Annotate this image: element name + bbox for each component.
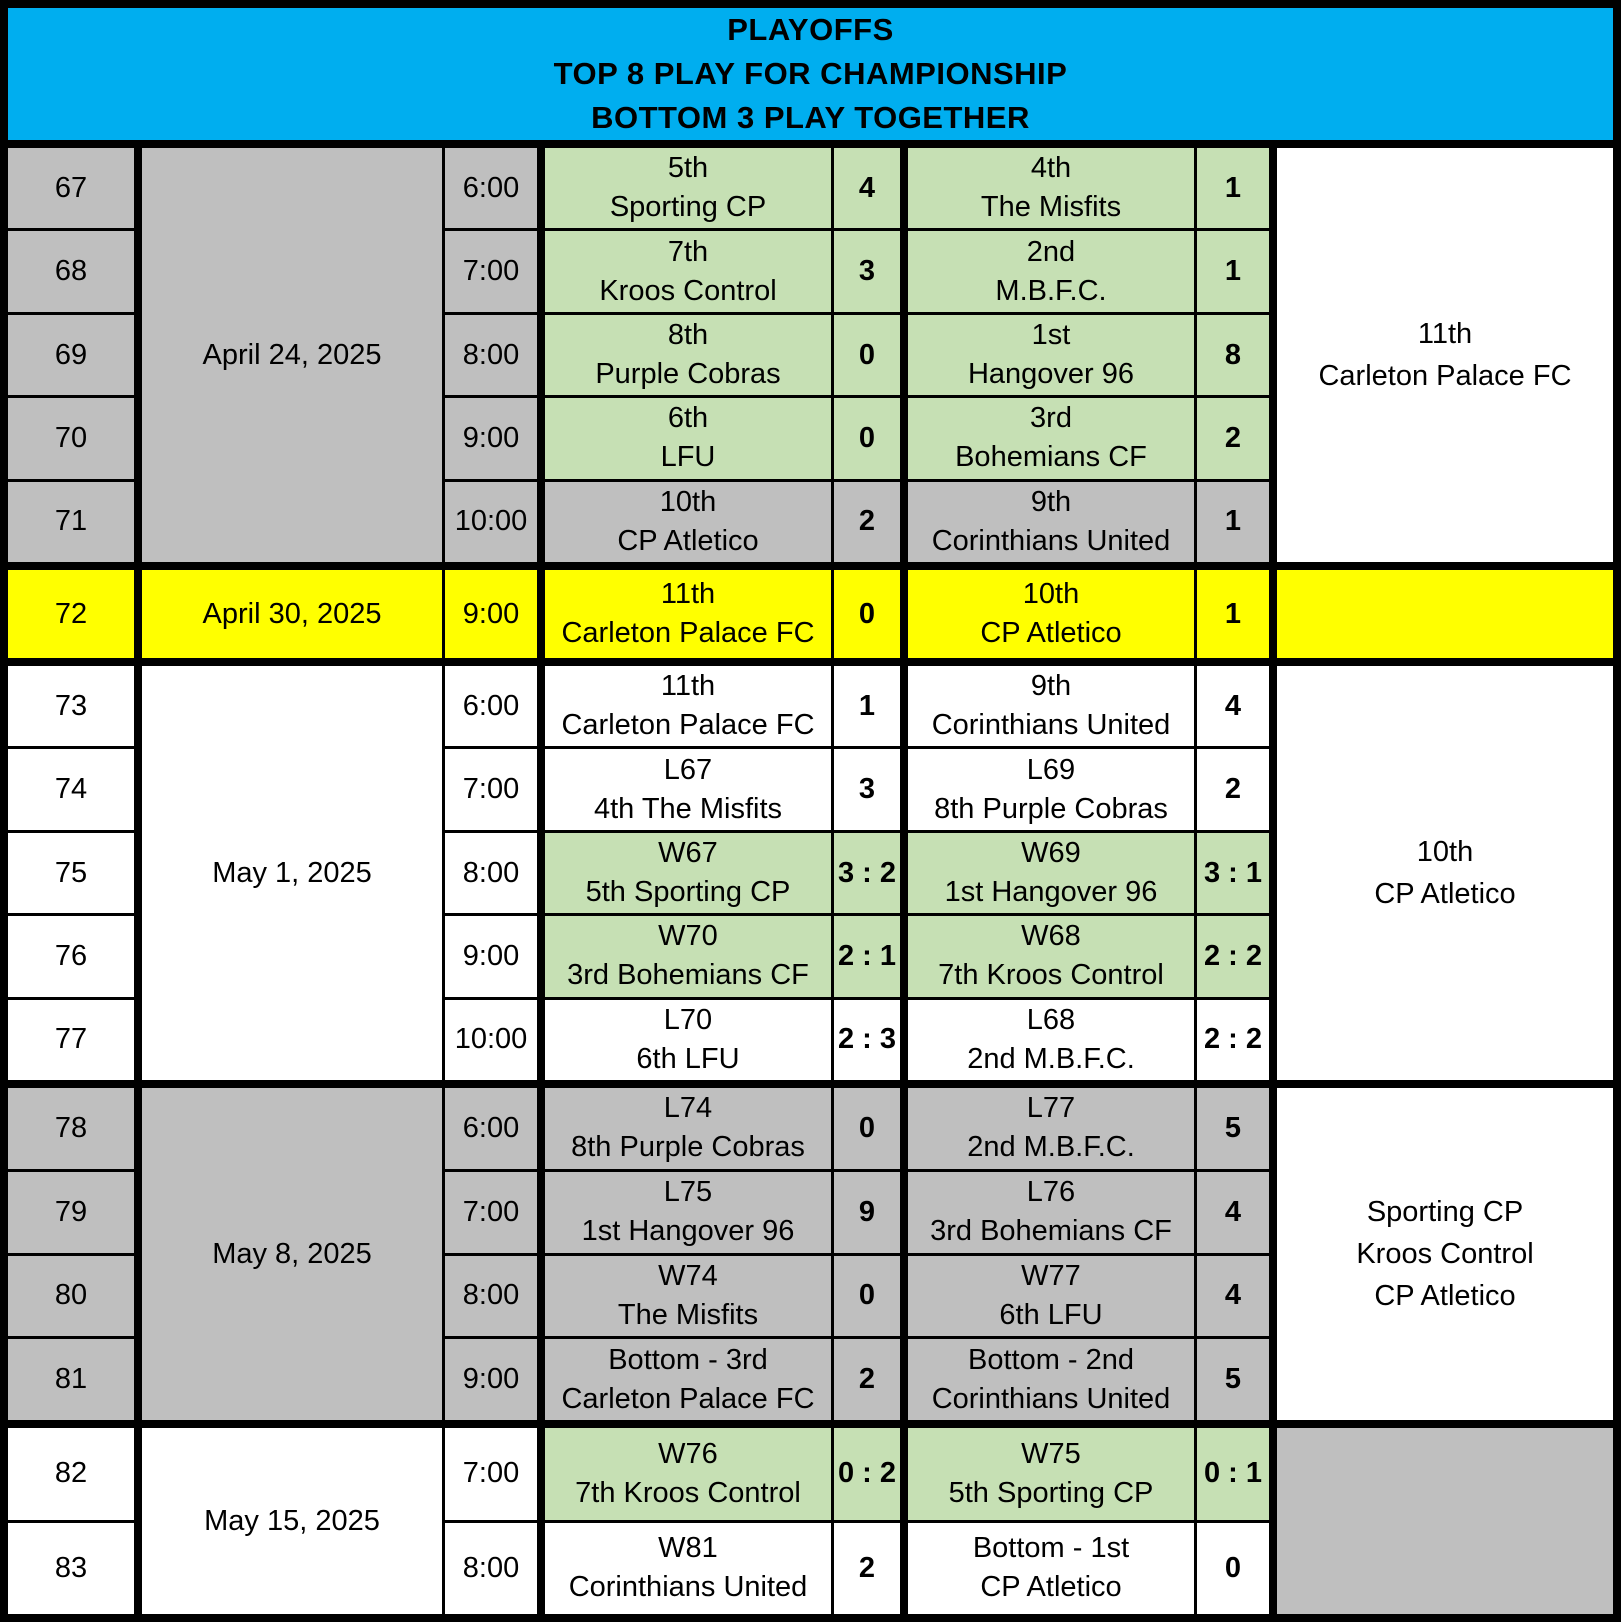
time-cell: 7:00 bbox=[445, 1169, 537, 1253]
seed-line: 2nd bbox=[1026, 235, 1076, 268]
game-number: 79 bbox=[8, 1169, 134, 1253]
away-score-cell: 4 bbox=[1197, 1169, 1269, 1253]
home-team-cell bbox=[545, 666, 831, 746]
away-score-cell: 8 bbox=[1197, 312, 1269, 395]
team-name: CP Atletico bbox=[980, 617, 1122, 649]
date-column bbox=[142, 1088, 445, 1420]
game-number-column bbox=[8, 666, 142, 1080]
away-team-column bbox=[908, 666, 1197, 1080]
team-name: 3rd Bohemians CF bbox=[930, 1215, 1172, 1248]
away-team-cell bbox=[908, 1253, 1194, 1337]
home-score-cell: 0 bbox=[834, 395, 900, 478]
team-name: Carleton Palace FC bbox=[561, 709, 815, 742]
seed-line: L67 bbox=[663, 753, 713, 786]
away-score-cell: 5 bbox=[1197, 1336, 1269, 1420]
note-cell bbox=[1277, 570, 1613, 658]
date-column bbox=[142, 666, 445, 1080]
home-team-cell bbox=[545, 228, 831, 311]
away-score-column bbox=[1197, 666, 1277, 1080]
note-line: CP Atletico bbox=[1374, 1280, 1516, 1312]
game-number: 76 bbox=[8, 913, 134, 996]
team-name: 4th The Misfits bbox=[593, 792, 783, 825]
team-name: Purple Cobras bbox=[595, 358, 781, 391]
away-score-cell: 0 : 1 bbox=[1197, 1428, 1269, 1520]
away-team-cell bbox=[908, 395, 1194, 478]
away-score-cell: 2 bbox=[1197, 746, 1269, 829]
game-number: 71 bbox=[8, 479, 134, 562]
time-column bbox=[445, 666, 545, 1080]
home-score-cell: 3 : 2 bbox=[834, 830, 900, 913]
game-number: 81 bbox=[8, 1336, 134, 1420]
away-team-cell bbox=[908, 666, 1194, 746]
game-number: 70 bbox=[8, 395, 134, 478]
seed-line: 10th bbox=[659, 485, 717, 518]
team-name: Bohemians CF bbox=[955, 441, 1147, 474]
seed-line: W74 bbox=[658, 1259, 718, 1292]
home-team-cell bbox=[545, 1428, 831, 1520]
away-team-cell bbox=[908, 148, 1194, 228]
team-name: 5th Sporting CP bbox=[585, 876, 791, 909]
time-column bbox=[445, 148, 545, 562]
home-score-cell: 2 : 1 bbox=[834, 913, 900, 996]
away-team-cell bbox=[908, 312, 1194, 395]
away-score-cell: 2 : 2 bbox=[1197, 997, 1269, 1080]
away-team-cell bbox=[908, 913, 1194, 996]
team-name: 6th LFU bbox=[999, 1298, 1103, 1331]
away-team-cell bbox=[908, 830, 1194, 913]
team-name: Corinthians United bbox=[568, 1571, 808, 1604]
away-team-column bbox=[908, 1088, 1197, 1420]
note-column bbox=[1277, 1428, 1613, 1614]
seed-line: 5th bbox=[667, 152, 709, 185]
team-name: Corinthians United bbox=[931, 1382, 1171, 1415]
time-column bbox=[445, 1088, 545, 1420]
time-cell: 6:00 bbox=[445, 148, 537, 228]
away-score-cell: 3 : 1 bbox=[1197, 830, 1269, 913]
section-may-15 bbox=[8, 1428, 1613, 1614]
team-name: 6th LFU bbox=[636, 1042, 740, 1075]
note-line: Sporting CP bbox=[1366, 1196, 1524, 1228]
time-cell: 6:00 bbox=[445, 1088, 537, 1169]
team-name: 2nd M.B.F.C. bbox=[967, 1042, 1135, 1075]
date-column bbox=[142, 148, 445, 562]
game-number: 77 bbox=[8, 997, 134, 1080]
time-cell: 7:00 bbox=[445, 228, 537, 311]
note-column bbox=[1277, 148, 1613, 562]
away-score-column bbox=[1197, 148, 1277, 562]
home-score-column bbox=[834, 1088, 908, 1420]
section-may-8 bbox=[8, 1088, 1613, 1428]
game-number: 78 bbox=[8, 1088, 134, 1169]
time-cell: 7:00 bbox=[445, 1428, 537, 1520]
home-team-cell bbox=[545, 746, 831, 829]
team-name: 5th Sporting CP bbox=[948, 1476, 1154, 1509]
home-score-cell: 9 bbox=[834, 1169, 900, 1253]
home-team-cell bbox=[545, 570, 831, 658]
home-score-cell: 0 bbox=[834, 1088, 900, 1169]
away-team-cell bbox=[908, 1520, 1194, 1615]
seed-line: L75 bbox=[663, 1176, 713, 1209]
note-column bbox=[1277, 1088, 1613, 1420]
note-cell bbox=[1277, 1428, 1613, 1614]
game-number-column bbox=[8, 1088, 142, 1420]
home-team-cell bbox=[545, 395, 831, 478]
away-score-column bbox=[1197, 1428, 1277, 1614]
away-score-cell: 1 bbox=[1197, 228, 1269, 311]
team-name: Corinthians United bbox=[931, 709, 1171, 742]
game-number: 72 bbox=[8, 570, 134, 658]
seed-line: 11th bbox=[660, 578, 716, 610]
seed-line: W81 bbox=[658, 1532, 718, 1565]
header-subtitle-1: TOP 8 PLAY FOR CHAMPIONSHIP bbox=[553, 56, 1068, 91]
seed-line: 3rd bbox=[1030, 402, 1072, 435]
home-score-cell: 0 bbox=[834, 1253, 900, 1337]
seed-line: Bottom - 1st bbox=[972, 1532, 1130, 1565]
time-cell: 8:00 bbox=[445, 830, 537, 913]
away-team-cell bbox=[908, 1336, 1194, 1420]
time-cell: 9:00 bbox=[445, 570, 537, 658]
team-name: 8th Purple Cobras bbox=[571, 1131, 805, 1164]
seed-line: 9th bbox=[1030, 485, 1072, 518]
game-number-column bbox=[8, 148, 142, 562]
game-number: 67 bbox=[8, 148, 134, 228]
seed-line: 7th bbox=[667, 235, 709, 268]
team-name: The Misfits bbox=[980, 191, 1122, 224]
date-cell: May 15, 2025 bbox=[142, 1428, 442, 1614]
date-column bbox=[142, 1428, 445, 1614]
game-number: 80 bbox=[8, 1253, 134, 1337]
team-name: CP Atletico bbox=[617, 524, 759, 557]
home-team-cell bbox=[545, 1253, 831, 1337]
seed-line: W70 bbox=[658, 920, 718, 953]
away-team-cell bbox=[908, 746, 1194, 829]
team-name: 3rd Bohemians CF bbox=[567, 959, 809, 992]
team-name: Corinthians United bbox=[931, 524, 1171, 557]
team-name: 1st Hangover 96 bbox=[581, 1215, 795, 1248]
seed-line: L76 bbox=[1026, 1176, 1076, 1209]
seed-line: L69 bbox=[1026, 753, 1076, 786]
home-team-column bbox=[545, 148, 834, 562]
home-team-column bbox=[545, 666, 834, 1080]
home-team-column bbox=[545, 1428, 834, 1614]
team-name: Hangover 96 bbox=[967, 358, 1135, 391]
home-score-cell: 3 bbox=[834, 228, 900, 311]
game-number-column bbox=[8, 1428, 142, 1614]
time-cell: 6:00 bbox=[445, 666, 537, 746]
seed-line: W68 bbox=[1021, 920, 1081, 953]
seed-line: 11th bbox=[660, 670, 716, 703]
seed-line: 4th bbox=[1030, 152, 1072, 185]
note-column bbox=[1277, 666, 1613, 1080]
note-line: 10th bbox=[1416, 836, 1474, 868]
away-team-cell bbox=[908, 479, 1194, 562]
seed-line: W76 bbox=[658, 1437, 718, 1470]
time-column bbox=[445, 1428, 545, 1614]
away-team-cell bbox=[908, 570, 1194, 658]
home-score-cell: 4 bbox=[834, 148, 900, 228]
away-score-cell: 2 bbox=[1197, 395, 1269, 478]
away-team-cell bbox=[908, 1428, 1194, 1520]
away-score-cell: 1 bbox=[1197, 148, 1269, 228]
seed-line: 1st bbox=[1031, 319, 1071, 352]
note-line: 11th bbox=[1417, 318, 1473, 350]
away-score-cell: 0 bbox=[1197, 1520, 1269, 1615]
team-name: M.B.F.C. bbox=[995, 274, 1107, 307]
away-score-cell: 1 bbox=[1197, 570, 1269, 658]
time-cell: 9:00 bbox=[445, 395, 537, 478]
home-score-cell: 2 bbox=[834, 479, 900, 562]
away-team-column bbox=[908, 1428, 1197, 1614]
note-cell bbox=[1277, 1088, 1613, 1420]
team-name: 2nd M.B.F.C. bbox=[967, 1131, 1135, 1164]
home-score-column bbox=[834, 1428, 908, 1614]
home-score-cell: 0 bbox=[834, 570, 900, 658]
time-cell: 8:00 bbox=[445, 312, 537, 395]
home-score-cell: 1 bbox=[834, 666, 900, 746]
home-team-cell bbox=[545, 1336, 831, 1420]
seed-line: W77 bbox=[1021, 1259, 1081, 1292]
home-team-cell bbox=[545, 148, 831, 228]
seed-line: W75 bbox=[1021, 1437, 1081, 1470]
away-team-column bbox=[908, 148, 1197, 562]
time-cell: 9:00 bbox=[445, 1336, 537, 1420]
date-cell: May 1, 2025 bbox=[142, 666, 442, 1080]
game-number: 69 bbox=[8, 312, 134, 395]
away-team-cell bbox=[908, 997, 1194, 1080]
team-name: CP Atletico bbox=[980, 1571, 1122, 1604]
table-header bbox=[8, 8, 1613, 148]
seed-line: 10th bbox=[1022, 578, 1080, 610]
home-score-cell: 2 : 3 bbox=[834, 997, 900, 1080]
time-cell: 8:00 bbox=[445, 1520, 537, 1615]
home-score-column bbox=[834, 148, 908, 562]
note-cell bbox=[1277, 148, 1613, 562]
note-line: Kroos Control bbox=[1356, 1238, 1534, 1270]
note-line: Carleton Palace FC bbox=[1318, 360, 1572, 392]
seed-line: Bottom - 3rd bbox=[608, 1343, 768, 1376]
away-score-column bbox=[1197, 1088, 1277, 1420]
home-score-column bbox=[834, 666, 908, 1080]
note-cell bbox=[1277, 666, 1613, 1080]
header-subtitle-2: BOTTOM 3 PLAY TOGETHER bbox=[591, 100, 1030, 135]
time-cell: 10:00 bbox=[445, 479, 537, 562]
team-name: 7th Kroos Control bbox=[938, 959, 1164, 992]
date-cell: April 30, 2025 bbox=[142, 570, 442, 658]
home-team-cell bbox=[545, 913, 831, 996]
away-score-cell: 1 bbox=[1197, 479, 1269, 562]
team-name: Carleton Palace FC bbox=[561, 617, 815, 649]
seed-line: L68 bbox=[1026, 1003, 1076, 1036]
home-team-column bbox=[545, 1088, 834, 1420]
section-april-30 bbox=[8, 570, 1613, 666]
game-number: 73 bbox=[8, 666, 134, 746]
home-team-cell bbox=[545, 830, 831, 913]
game-number: 68 bbox=[8, 228, 134, 311]
seed-line: L77 bbox=[1026, 1092, 1076, 1125]
game-number: 74 bbox=[8, 746, 134, 829]
home-team-cell bbox=[545, 1088, 831, 1169]
home-team-cell bbox=[545, 479, 831, 562]
home-team-cell bbox=[545, 997, 831, 1080]
time-cell: 7:00 bbox=[445, 746, 537, 829]
away-team-cell bbox=[908, 1169, 1194, 1253]
time-cell: 8:00 bbox=[445, 1253, 537, 1337]
home-score-cell: 0 : 2 bbox=[834, 1428, 900, 1520]
team-name: Sporting CP bbox=[609, 191, 767, 224]
home-score-cell: 2 bbox=[834, 1336, 900, 1420]
home-team-cell bbox=[545, 1520, 831, 1615]
game-number: 75 bbox=[8, 830, 134, 913]
team-name: Kroos Control bbox=[599, 274, 777, 307]
team-name: Carleton Palace FC bbox=[561, 1382, 815, 1415]
seed-line: W69 bbox=[1021, 837, 1081, 870]
time-cell: 10:00 bbox=[445, 997, 537, 1080]
header-title: PLAYOFFS bbox=[727, 12, 894, 47]
date-cell: April 24, 2025 bbox=[142, 148, 442, 562]
home-score-cell: 2 bbox=[834, 1520, 900, 1615]
team-name: 7th Kroos Control bbox=[575, 1476, 801, 1509]
team-name: LFU bbox=[660, 441, 716, 474]
home-score-cell: 3 bbox=[834, 746, 900, 829]
seed-line: L70 bbox=[663, 1003, 713, 1036]
home-score-cell: 0 bbox=[834, 312, 900, 395]
note-line: CP Atletico bbox=[1374, 878, 1516, 910]
away-team-cell bbox=[908, 1088, 1194, 1169]
home-team-cell bbox=[545, 312, 831, 395]
away-score-cell: 2 : 2 bbox=[1197, 913, 1269, 996]
team-name: The Misfits bbox=[617, 1298, 759, 1331]
home-team-cell bbox=[545, 1169, 831, 1253]
seed-line: W67 bbox=[658, 837, 718, 870]
seed-line: 8th bbox=[667, 319, 709, 352]
seed-line: L74 bbox=[663, 1092, 713, 1125]
game-number: 82 bbox=[8, 1428, 134, 1520]
away-score-cell: 4 bbox=[1197, 1253, 1269, 1337]
team-name: 8th Purple Cobras bbox=[934, 792, 1168, 825]
seed-line: 9th bbox=[1030, 670, 1072, 703]
seed-line: Bottom - 2nd bbox=[967, 1343, 1135, 1376]
away-score-cell: 5 bbox=[1197, 1088, 1269, 1169]
section-april-24 bbox=[8, 148, 1613, 570]
date-cell: May 8, 2025 bbox=[142, 1088, 442, 1420]
away-score-cell: 4 bbox=[1197, 666, 1269, 746]
game-number: 83 bbox=[8, 1520, 134, 1615]
team-name: 1st Hangover 96 bbox=[944, 876, 1158, 909]
away-team-cell bbox=[908, 228, 1194, 311]
section-may-1 bbox=[8, 666, 1613, 1088]
seed-line: 6th bbox=[667, 402, 709, 435]
time-cell: 9:00 bbox=[445, 913, 537, 996]
